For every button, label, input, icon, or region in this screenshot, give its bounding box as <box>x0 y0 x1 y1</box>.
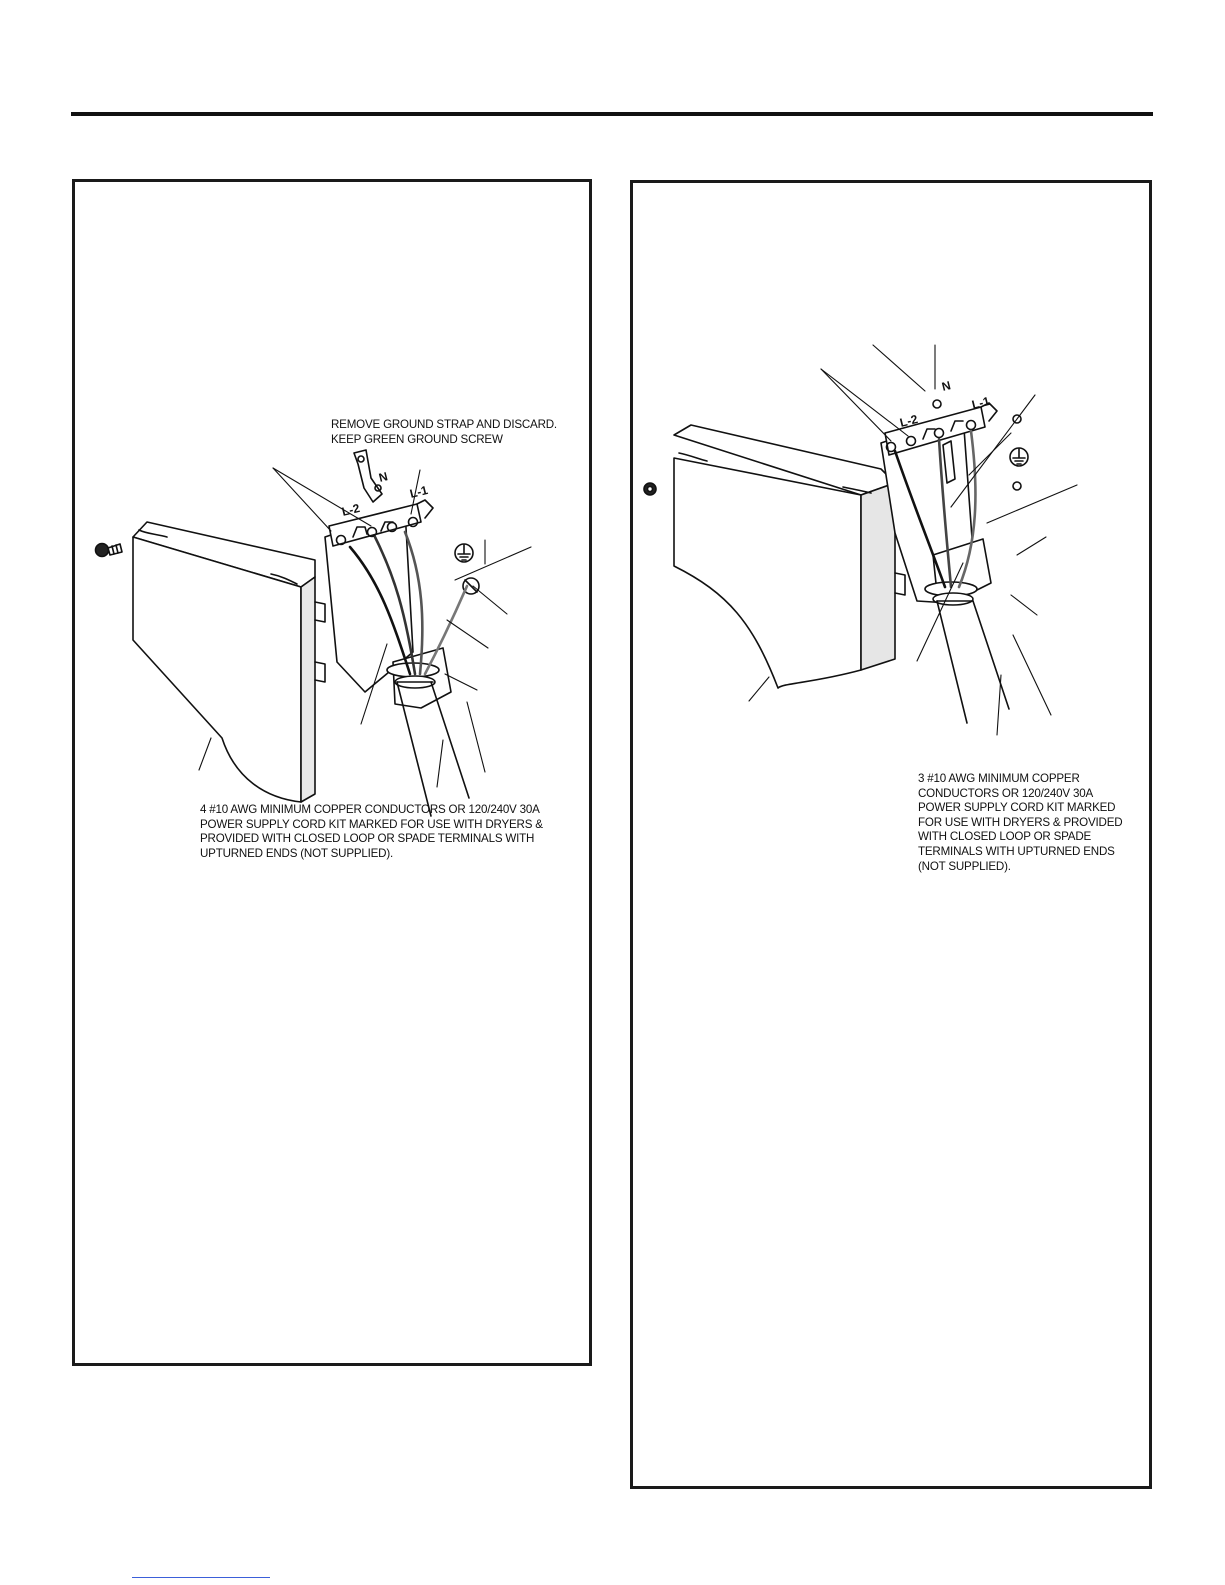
l1-terminal-label: L-1 <box>970 393 992 412</box>
terminal-block <box>325 450 479 692</box>
neutral-terminal-label: N <box>377 469 390 485</box>
three-wire-connection-panel <box>630 180 1152 1489</box>
cover-screw <box>644 483 656 495</box>
four-wire-conductor-note: 4 #10 AWG MINIMUM COPPER CONDUCTORS OR 120/240V 30A POWER SUPPLY CORD KIT MARKED FOR USE WITH DRYERS & PROVIDED WITH CLOSED LOOP OR SPADE TERMINALS WITH UPTURNED ENDS (NOT SUPPLIED). <box>200 803 543 860</box>
l1-terminal-label: L-1 <box>408 482 430 501</box>
power-cord <box>387 648 469 816</box>
l2-terminal-label: L-2 <box>898 411 920 430</box>
three-wire-conductor-note: 3 #10 AWG MINIMUM COPPER CONDUCTORS OR 120/240V 30A POWER SUPPLY CORD KIT MARKED FOR USE WITH DRYERS & PROVIDED WITH CLOSED LOOP OR SPADE TERMINALS WITH UPTURNED ENDS (NOT SUPPLIED). <box>918 772 1123 873</box>
footer-link-underline[interactable] <box>132 1577 270 1578</box>
l2-terminal-label: L-2 <box>340 500 362 519</box>
neutral-terminal-label: N <box>940 378 953 394</box>
remove-ground-strap-note: REMOVE GROUND STRAP AND DISCARD. KEEP GREEN GROUND SCREW <box>331 418 557 446</box>
access-cover <box>133 522 325 802</box>
cover-screw <box>96 544 123 557</box>
four-wire-connection-panel <box>72 179 592 1366</box>
header-rule <box>71 112 1153 116</box>
four-wire-wiring-diagram <box>75 182 595 1369</box>
access-cover <box>674 425 905 688</box>
